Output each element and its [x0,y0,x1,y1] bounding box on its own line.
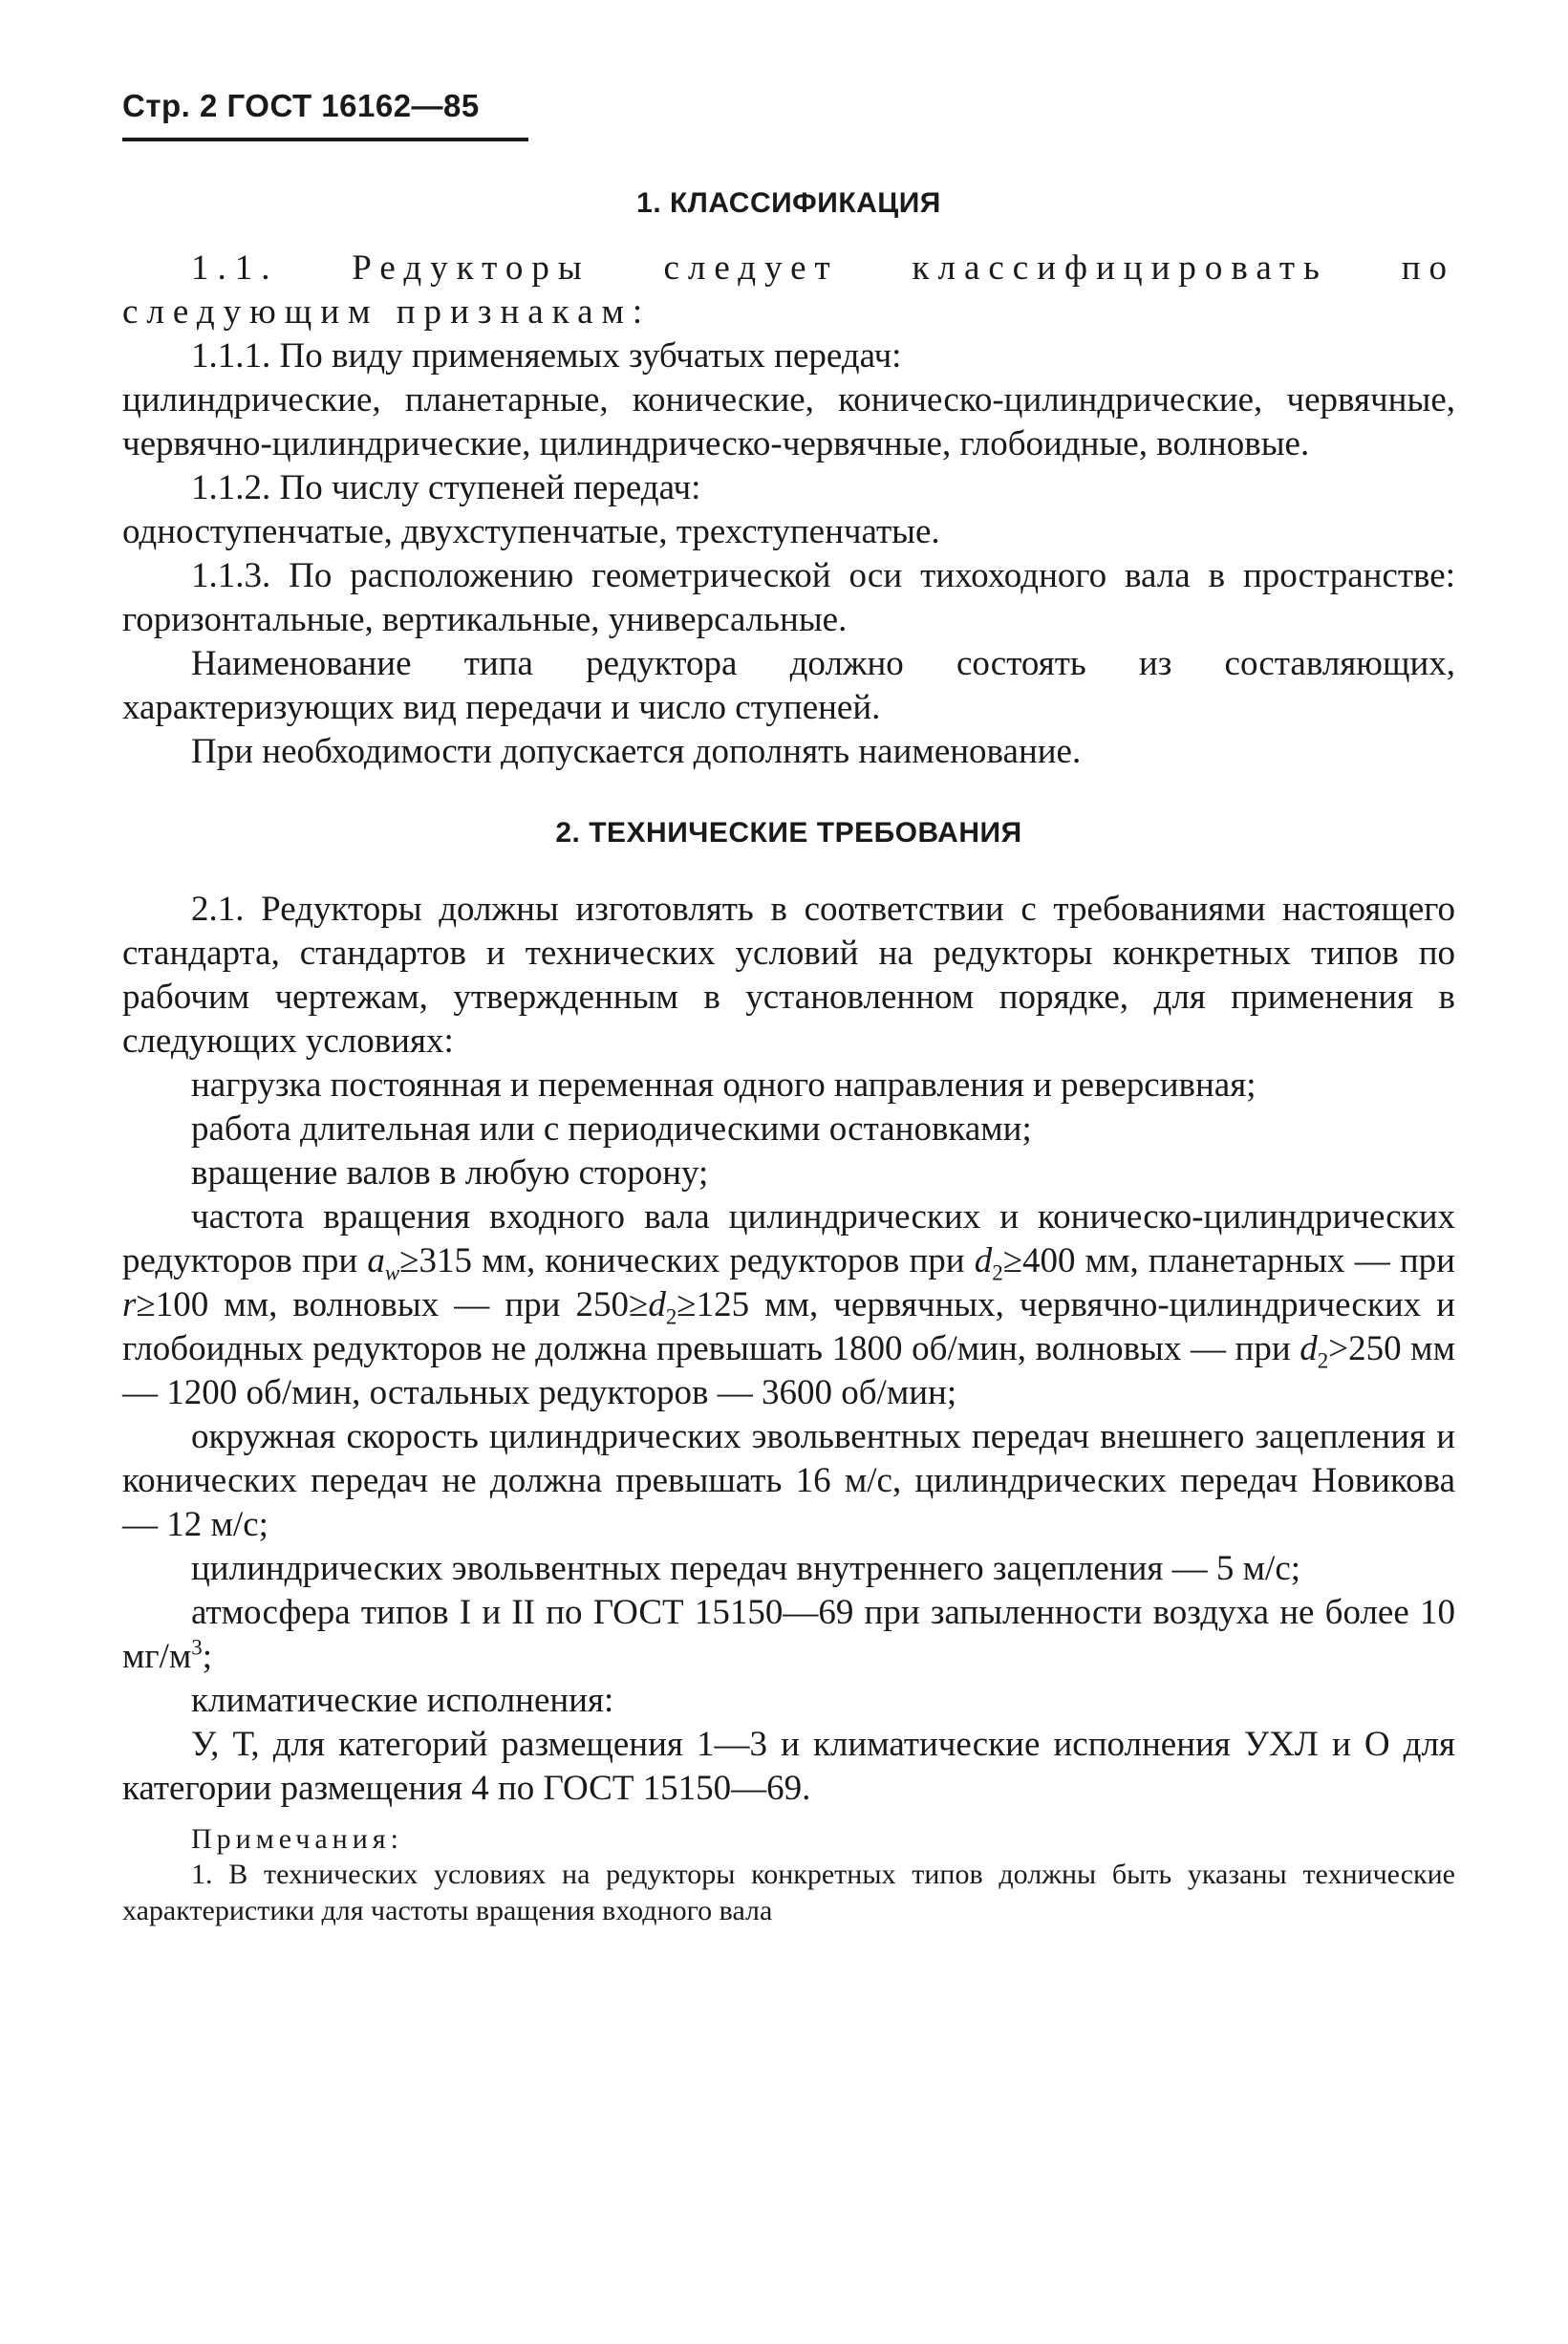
freq-text-6: >250 мм — 1200 об/мин, остальных редукторов — 3600 об/мин; [122,1329,1455,1412]
r-symbol: r [122,1285,137,1324]
paragraph-2-1: 2.1. Редукторы должны изготовлять в соответствии с требованиями настоящего стандарта, стандартов и технических условий на редукторы конкретных типов по рабочим чертежам, утвержденным в установленном порядке, для применения в следующих условиях: [122,890,1455,1061]
notes-title: Примечания: [191,1823,403,1855]
paragraph-naming: Наименование типа редуктора должно состоять из составляющих, характеризующих вид передачи и число ступеней. [122,644,1455,727]
page-content [122,187,1455,1929]
condition-frequency [122,1195,1455,1415]
section-title-classification: 1. КЛАССИФИКАЦИЯ [636,187,941,219]
aw-symbol: a [367,1241,385,1280]
condition-climatic-heading: климатические исполнения: [191,1681,614,1720]
d2-symbol-2: d [648,1285,666,1324]
note-1: 1. В технических условиях на редукторы конкретных типов должны быть указаны технические характеристики для частоты вращения входного вала [122,1859,1455,1926]
atmo-superscript: 3 [191,1635,203,1660]
d2-symbol-3: d [1300,1329,1318,1368]
condition-load: нагрузка постоянная и переменная одного направления и реверсивная; [191,1065,1257,1105]
freq-text-5: ≥125 мм, червячных, червячно-цилиндрических и глобоидных редукторов не должна превышать 1800 об/мин, волновых — при [122,1285,1455,1368]
condition-atmosphere [122,1591,1455,1679]
paragraph-1-1-2-heading: 1.1.2. По числу ступеней передач: [191,468,701,507]
freq-text-4: ≥100 мм, волновых — при 250≥ [136,1285,649,1324]
condition-climatic-body: У, Т, для категорий размещения 1—3 и климатические исполнения УХЛ и О для категории размещения 4 по ГОСТ 15150—69. [122,1725,1455,1808]
freq-text-2: ≥315 мм, конических редукторов при [399,1241,975,1280]
atmo-text-2: ; [202,1637,213,1676]
d2-symbol-1: d [974,1241,993,1280]
condition-internal-gearing: цилиндрических эвольвентных передач внутреннего зацепления — 5 м/с; [191,1549,1301,1588]
freq-text-3: ≥400 мм, планетарных — при [1002,1241,1455,1280]
freq-text-1: частота вращения входного вала цилиндрических и коническо-цилиндрических редукторов при [122,1197,1455,1280]
paragraph-1-1-1-body: цилиндрические, планетарные, конические, коническо-цилиндрические, червячные, червячно-цилиндрические, цилиндрическо-червячные, глобоидные, волновые. [122,380,1455,463]
page-header: Стр. 2 ГОСТ 16162—85 [122,88,528,141]
paragraph-allowed: При необходимости допускается дополнять наименование. [191,732,1082,771]
paragraph-1-1-3: 1.1.3. По расположению геометрической оси тихоходного вала в пространстве: горизонтальные, вертикальные, универсальные. [122,556,1455,639]
condition-work: работа длительная или с периодическими остановками; [191,1109,1032,1149]
paragraph-1-1-2-body: одноступенчатые, двухступенчатые, трехступенчатые. [122,512,940,551]
d2-subscript-2: 2 [665,1304,677,1329]
d2-subscript-1: 2 [992,1260,1003,1285]
section-title-technical-requirements: 2. ТЕХНИЧЕСКИЕ ТРЕБОВАНИЯ [555,817,1022,849]
paragraph-1-1: 1.1. Редукторы следует классифицировать по следующим признакам: [122,248,1455,332]
atmo-text-1: атмосфера типов I и II по ГОСТ 15150—69 при запыленности воздуха не более 10 мг/м [122,1593,1455,1676]
paragraph-1-1-1-heading: 1.1.1. По виду применяемых зубчатых передач: [191,336,902,376]
aw-subscript: w [384,1260,400,1285]
condition-rotation: вращение валов в любую сторону; [191,1153,709,1193]
d2-subscript-3: 2 [1317,1348,1329,1373]
condition-speed: окружная скорость цилиндрических эвольвентных передач внешнего зацепления и конических передач не должна превышать 16 м/с, цилиндрических передач Новикова — 12 м/с; [122,1417,1455,1544]
